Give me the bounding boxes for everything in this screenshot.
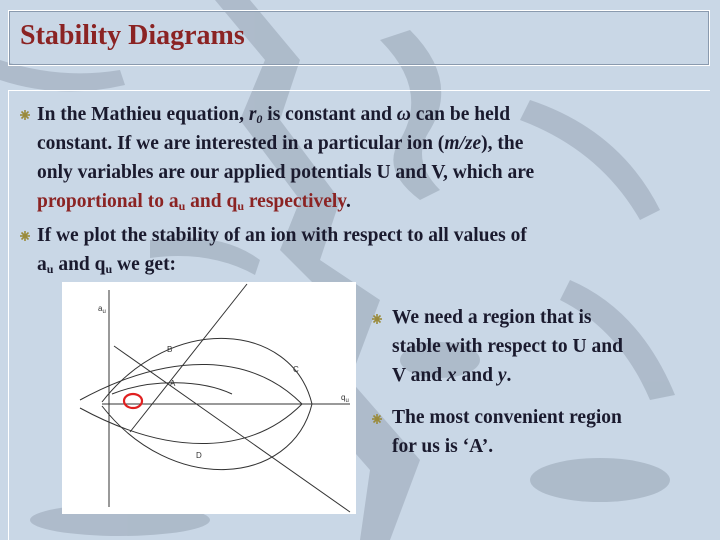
right-bullet1-line1: We need a region that is — [392, 307, 592, 328]
region-label-b: B — [167, 345, 173, 354]
x-axis-label: $q_u$ — [341, 393, 349, 404]
boundary-line-2 — [114, 346, 350, 512]
right-bullet1-line2: stable with respect to U and — [392, 336, 623, 357]
bullet-icon — [20, 110, 30, 120]
boundary-line-1 — [130, 284, 247, 432]
bullet2-line1: If we plot the stability of an ion with respect to all values of — [37, 225, 527, 246]
bullet1-line2: constant. If we are interested in a particular ion (m/ze), the — [37, 133, 524, 154]
region-label-d: D — [196, 451, 202, 460]
boundary-curve-upper — [80, 364, 302, 404]
slide-title: Stability Diagrams — [20, 20, 245, 51]
right-bullet2-line2: for us is ‘A’. — [392, 436, 494, 457]
bullet1-line3: only variables are our applied potentials U and V, which are — [37, 162, 535, 183]
stability-diagram — [62, 282, 356, 514]
boundary-curve-outer-lower — [102, 404, 312, 470]
y-axis-label: $a_u$ — [98, 304, 106, 315]
bullet-icon — [20, 231, 30, 241]
right-bullet1-line3: V and x and y. — [392, 365, 512, 386]
bullet2-line2: $a_u$ and $q_u$ we get: — [37, 254, 177, 276]
stability-diagram-plot — [62, 282, 356, 514]
region-a-highlight — [124, 394, 142, 408]
bullet1-line1: In the Mathieu equation, $r_0$ is constant and ω can be held — [37, 104, 511, 126]
region-label-c: C — [293, 365, 299, 374]
boundary-curve-lower — [80, 404, 302, 444]
bullet1-line4: proportional to $a_u$ and $q_u$ respectively. — [37, 191, 351, 213]
bullet-icon — [372, 414, 382, 424]
bullet-icon — [372, 314, 382, 324]
right-bullet2-line1: The most convenient region — [392, 407, 622, 428]
region-label-a: A — [170, 379, 176, 388]
